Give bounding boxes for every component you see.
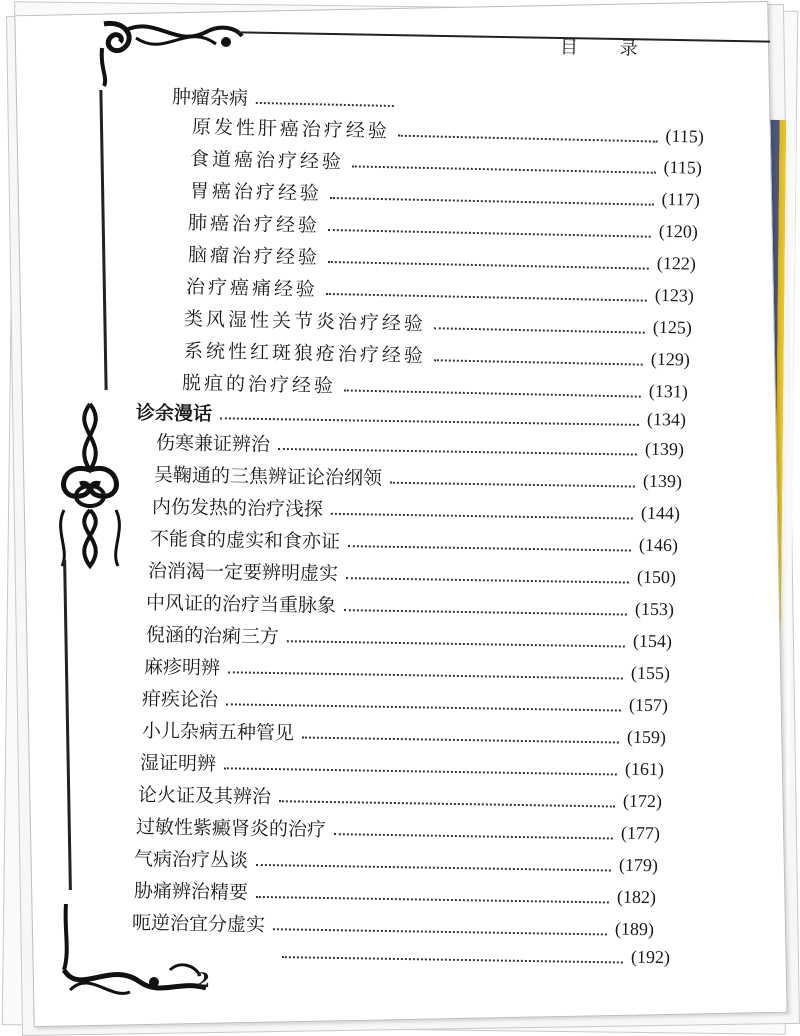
toc-page: (115) bbox=[663, 156, 703, 178]
toc-title: 类风湿性关节炎治疗经验 bbox=[183, 307, 427, 335]
toc-title: 不能食的虚实和食亦证 bbox=[149, 527, 341, 553]
toc-leader bbox=[278, 448, 637, 456]
page-number: 2 bbox=[196, 968, 210, 992]
toc-page: (139) bbox=[642, 470, 683, 491]
toc-leader bbox=[279, 800, 615, 807]
toc-title: 治消渴一定要辨明虚实 bbox=[147, 559, 339, 585]
toc-leader bbox=[330, 197, 654, 206]
toc-page: (179) bbox=[618, 854, 659, 875]
toc-title: 湿证明辨 bbox=[139, 751, 217, 775]
toc-page: (154) bbox=[632, 630, 673, 651]
toc-page: (146) bbox=[638, 534, 679, 555]
toc-leader bbox=[287, 640, 625, 647]
toc-leader bbox=[434, 327, 645, 333]
toc-page: (131) bbox=[648, 380, 689, 402]
toc-title: 倪涵的治痢三方 bbox=[145, 623, 280, 648]
toc-title: 麻疹明辨 bbox=[143, 655, 221, 679]
toc-leader bbox=[220, 417, 639, 426]
toc-title: 胁痛辨治精要 bbox=[133, 879, 249, 904]
toc-page: (155) bbox=[630, 662, 671, 683]
toc-page: (153) bbox=[634, 598, 675, 619]
toc-page: (159) bbox=[626, 726, 667, 747]
corner-ornament-top-icon bbox=[96, 18, 246, 88]
toc-leader bbox=[334, 833, 613, 839]
toc-leader bbox=[326, 293, 647, 302]
toc-leader bbox=[302, 737, 619, 744]
toc-leader bbox=[434, 359, 643, 365]
toc-title: 肺癌治疗经验 bbox=[187, 211, 321, 237]
toc-page: (115) bbox=[665, 125, 705, 147]
toc-page: (192) bbox=[630, 946, 671, 967]
toc-title: 系统性红斑狼疮治疗经验 bbox=[183, 339, 427, 367]
toc-title: 疳疾论治 bbox=[141, 687, 219, 711]
toc-leader bbox=[352, 165, 656, 173]
toc-title: 脱疽的治疗经验 bbox=[181, 371, 337, 397]
toc-page: (177) bbox=[620, 822, 661, 843]
toc-title: 治疗癌痛经验 bbox=[185, 275, 319, 301]
side-ornament-icon bbox=[50, 400, 130, 570]
toc-leader bbox=[344, 389, 641, 397]
toc-leader bbox=[328, 229, 651, 238]
toc-page: (123) bbox=[654, 284, 695, 306]
toc-leader bbox=[331, 513, 633, 520]
toc-entry bbox=[274, 936, 670, 972]
toc-page: (161) bbox=[624, 758, 665, 779]
running-header: 目 录 bbox=[559, 37, 656, 60]
toc-page: (120) bbox=[658, 220, 699, 242]
toc-title: 食道癌治疗经验 bbox=[189, 147, 345, 173]
toc-title: 诊余漫话 bbox=[135, 401, 213, 425]
toc-title: 胃癌治疗经验 bbox=[189, 179, 323, 205]
toc-page: (172) bbox=[622, 790, 663, 811]
toc-title: 肿瘤杂病 bbox=[171, 85, 249, 110]
toc-title: 内伤发热的治疗浅探 bbox=[151, 495, 324, 521]
toc-title: 脑瘤治疗经验 bbox=[187, 243, 321, 269]
toc-leader bbox=[390, 482, 635, 488]
toc-title: 呃逆治宜分虚实 bbox=[131, 911, 266, 936]
toc-page: (182) bbox=[616, 886, 657, 907]
toc-leader bbox=[348, 545, 631, 551]
toc-page: (134) bbox=[646, 408, 687, 430]
toc-title: 小儿杂病五种管见 bbox=[141, 719, 295, 744]
toc-title: 伤寒兼证辨治 bbox=[155, 431, 271, 456]
toc-leader bbox=[228, 671, 623, 679]
toc-page: (117) bbox=[661, 188, 701, 210]
toc-leader bbox=[256, 896, 609, 904]
toc-leader bbox=[328, 261, 649, 270]
toc-leader bbox=[226, 703, 621, 711]
toc-page: (144) bbox=[640, 502, 681, 523]
toc-leader bbox=[256, 864, 611, 872]
toc-page: (122) bbox=[656, 252, 697, 274]
toc-leader bbox=[224, 767, 617, 775]
toc-page: (129) bbox=[650, 348, 691, 370]
toc-title: 论火证及其辨治 bbox=[137, 783, 272, 808]
toc-leader bbox=[346, 577, 629, 583]
toc-title: 原发性肝癌治疗经验 bbox=[191, 115, 391, 142]
toc-title: 吴鞠通的三焦辨证论治纲领 bbox=[153, 463, 383, 490]
toc-page: (157) bbox=[628, 694, 669, 715]
toc-title: 气病治疗丛谈 bbox=[133, 847, 249, 872]
toc-title: 过敏性紫癜肾炎的治疗 bbox=[135, 815, 327, 841]
toc-leader bbox=[344, 609, 627, 615]
toc-page: (150) bbox=[636, 566, 677, 587]
toc-leader bbox=[398, 135, 658, 143]
toc-page: (125) bbox=[652, 316, 693, 338]
toc-leader bbox=[282, 956, 623, 963]
toc-leader bbox=[256, 102, 394, 107]
toc-page: (189) bbox=[614, 918, 655, 939]
toc-title: 中风证的治疗当重脉象 bbox=[145, 591, 337, 617]
toc-leader bbox=[273, 928, 607, 935]
toc-page: (139) bbox=[644, 438, 685, 459]
